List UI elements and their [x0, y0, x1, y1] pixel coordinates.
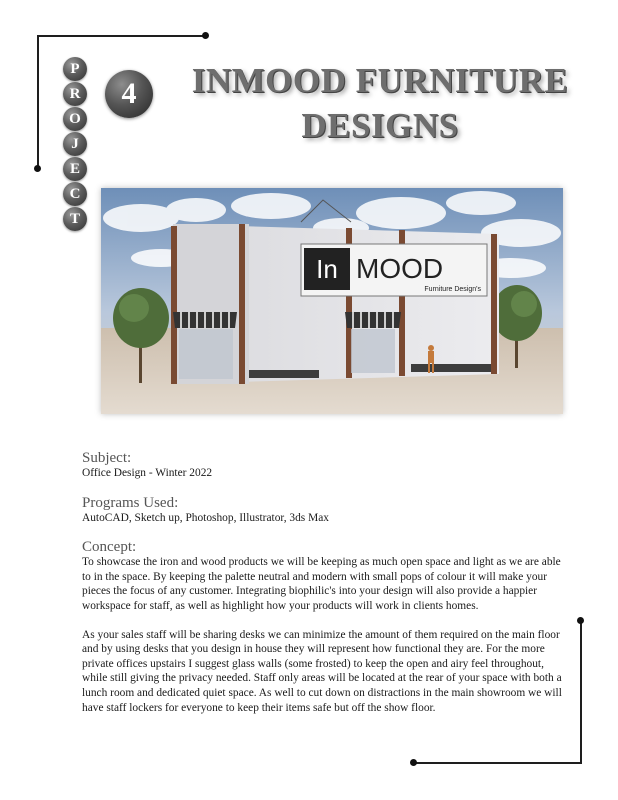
title-line-2: DESIGNS: [301, 106, 459, 145]
project-letter-t: T: [63, 207, 87, 231]
programs-text: AutoCAD, Sketch up, Photoshop, Illustrator, 3ds Max: [82, 511, 329, 524]
concept-heading: Concept:: [82, 539, 137, 556]
sign-subtitle-text: Furniture Design's: [424, 286, 481, 293]
bottom-right-bracket-vertical: [580, 620, 582, 763]
top-left-bracket-horizontal: [37, 35, 205, 37]
programs-heading: Programs Used:: [82, 494, 179, 511]
project-letter-e: E: [63, 157, 87, 181]
project-letter-c: C: [63, 182, 87, 206]
project-letter-r: R: [63, 82, 87, 106]
building-render-image: [101, 188, 563, 414]
concept-paragraph-2: As your sales staff will be sharing desks we can minimize the amount of them required on the main floor and by using desks that you design in house they will represent how functional they are. For the more private offices upstairs I suggest glass walls (some frosted) to keep the open and airy feel throughout, while still giving the privacy needed. Staff only areas will be located at the rear of your space with both a lunch room and dedicated quiet space. As well to cut down on distractions in the main showroom we will have staff lockers for everyone to keep their items safe but off the show floor.: [82, 628, 562, 714]
bracket-dot-bottom-left: [410, 759, 417, 766]
sign-mood-text: MOOD: [356, 253, 444, 284]
title-line-1: INMOOD FURNITURE: [191, 61, 569, 100]
sign-in-text: In: [316, 254, 338, 284]
subject-heading: Subject:: [82, 450, 132, 466]
page-title: [160, 58, 600, 148]
bracket-dot-right-top: [577, 617, 584, 624]
project-letter-j: J: [63, 132, 87, 156]
subject-text: Office Design - Winter 2022: [82, 467, 213, 479]
bracket-dot-left-bottom: [34, 165, 41, 172]
project-number-badge: 4: [105, 70, 153, 118]
bracket-dot-top-right: [202, 32, 209, 39]
concept-paragraph-1: To showcase the iron and wood products we will be keeping as much open space and light as we are able to in the space. By keeping the palette neutral and modern with small pops of colour it will make your pieces the focus of any customer. Integrating biophilic's into your design will also provide a happier workspace for staff, as well as highlight how your products will work in clients homes.: [82, 556, 561, 612]
top-left-bracket-vertical: [37, 35, 39, 168]
project-letter-p: P: [63, 57, 87, 81]
bottom-right-bracket-horizontal: [413, 762, 582, 764]
project-description: [82, 450, 572, 715]
project-letter-o: O: [63, 107, 87, 131]
